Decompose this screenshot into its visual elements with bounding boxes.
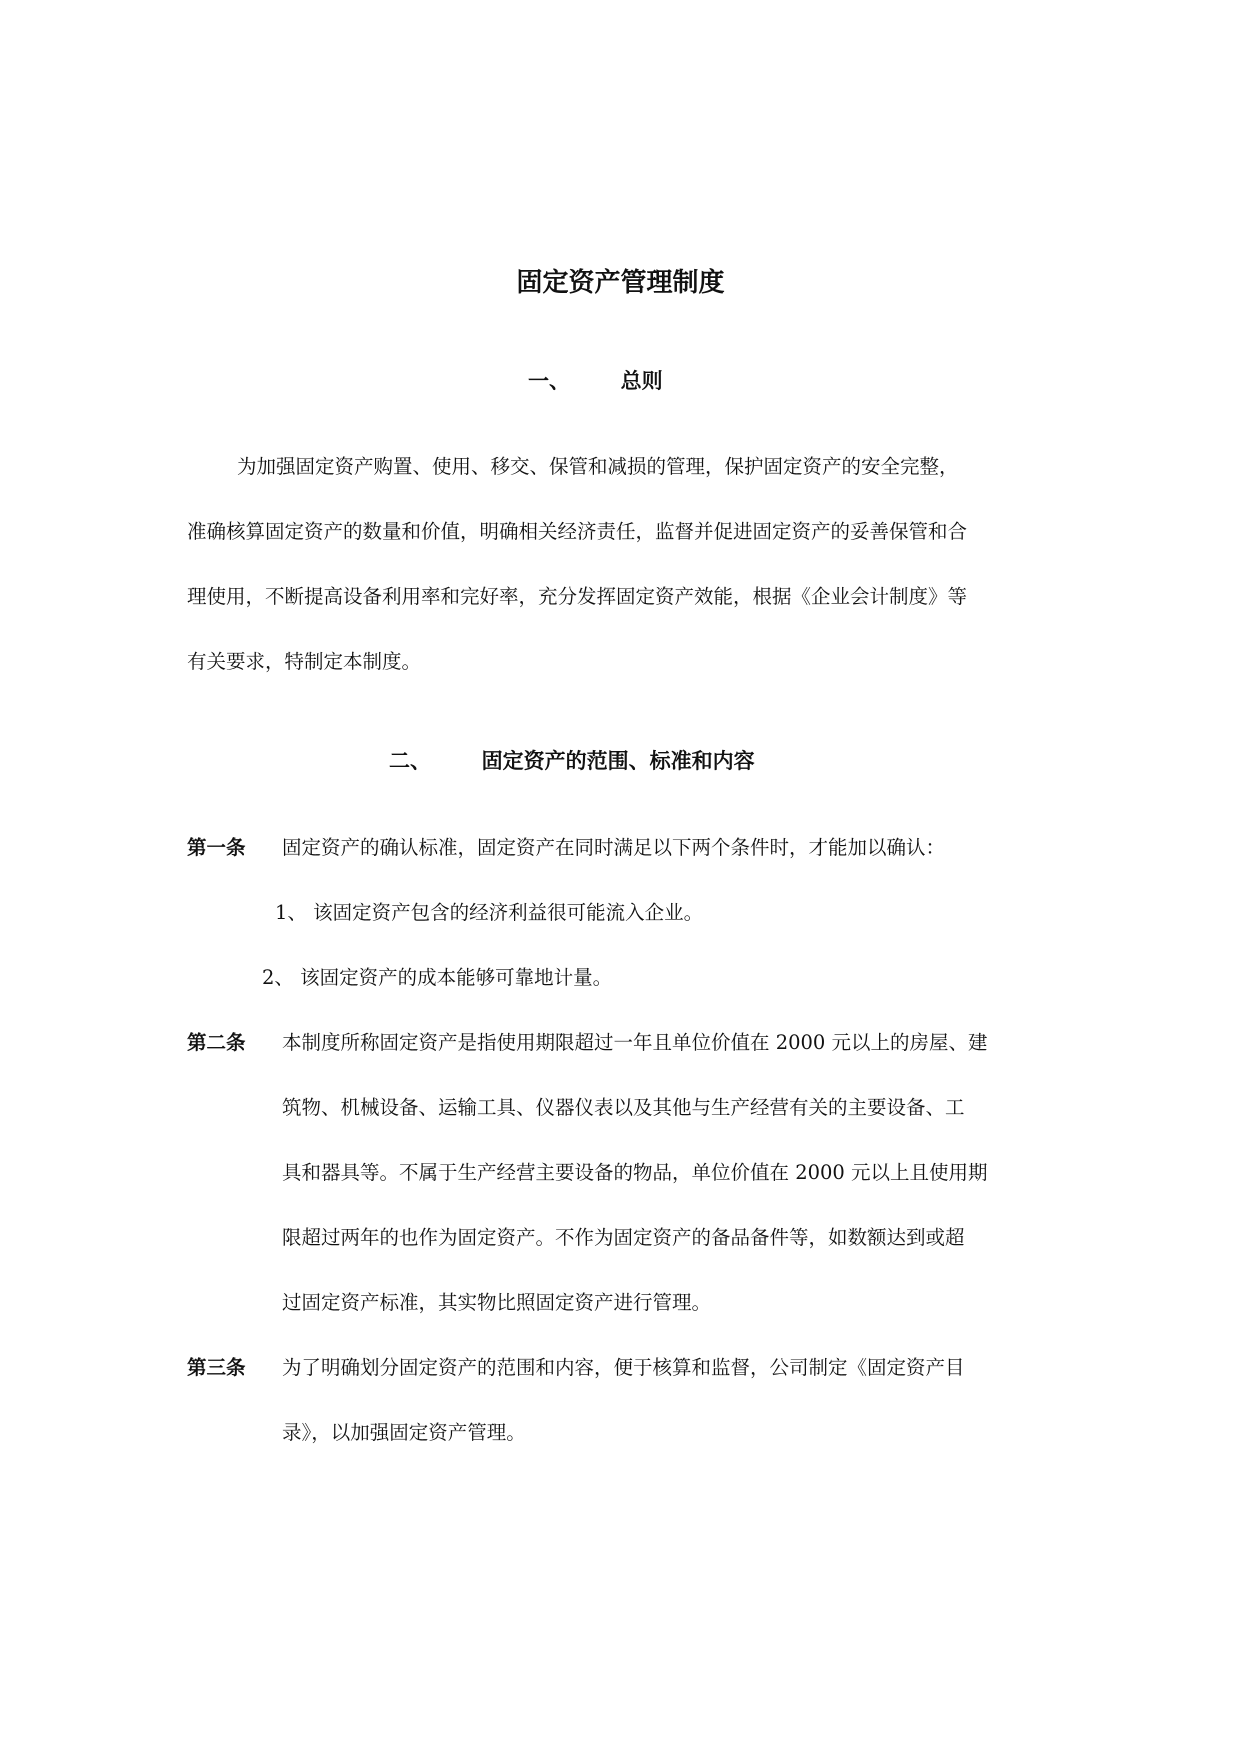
section2-number: 二、	[389, 749, 431, 773]
section1-paragraph-line: 为加强固定资产购置、使用、移交、保管和减损的管理，保护固定资产的安全完整，	[237, 455, 959, 478]
document-title: 固定资产管理制度	[516, 268, 725, 298]
article-label: 第三条	[187, 1356, 246, 1379]
article-line: 本制度所称固定资产是指使用期限超过一年且单位价值在 2000 元以上的房屋、建	[282, 1031, 988, 1054]
section2-title: 固定资产的范围、标准和内容	[481, 749, 755, 773]
article-line: 筑物、机械设备、运输工具、仪器仪表以及其他与生产经营有关的主要设备、工	[282, 1096, 965, 1119]
article-label: 第二条	[187, 1031, 246, 1054]
article-line: 录》，以加强固定资产管理。	[282, 1421, 526, 1444]
section1-title: 总则	[620, 369, 663, 393]
section2-heading	[389, 745, 755, 775]
section1-number: 一、	[528, 369, 570, 393]
section1-heading	[528, 365, 663, 395]
article-line: 固定资产的确认标准，固定资产在同时满足以下两个条件时，才能加以确认：	[282, 836, 946, 859]
article-line: 为了明确划分固定资产的范围和内容，便于核算和监督，公司制定《固定资产目	[282, 1356, 965, 1379]
section1-paragraph-line: 准确核算固定资产的数量和价值，明确相关经济责任，监督并促进固定资产的妥善保管和合	[187, 520, 968, 543]
section1-paragraph-line: 理使用，不断提高设备利用率和完好率，充分发挥固定资产效能，根据《企业会计制度》等	[187, 585, 968, 608]
article-label: 第一条	[187, 836, 246, 859]
article-line: 具和器具等。不属于生产经营主要设备的物品，单位价值在 2000 元以上且使用期	[282, 1161, 988, 1184]
article-list-item: 1、 该固定资产包含的经济利益很可能流入企业。	[275, 901, 704, 924]
article-line: 限超过两年的也作为固定资产。不作为固定资产的备品备件等，如数额达到或超	[282, 1226, 965, 1249]
section1-paragraph-line: 有关要求，特制定本制度。	[187, 650, 422, 673]
article-line: 过固定资产标准，其实物比照固定资产进行管理。	[282, 1291, 712, 1314]
article-list-item: 2、 该固定资产的成本能够可靠地计量。	[262, 966, 613, 989]
